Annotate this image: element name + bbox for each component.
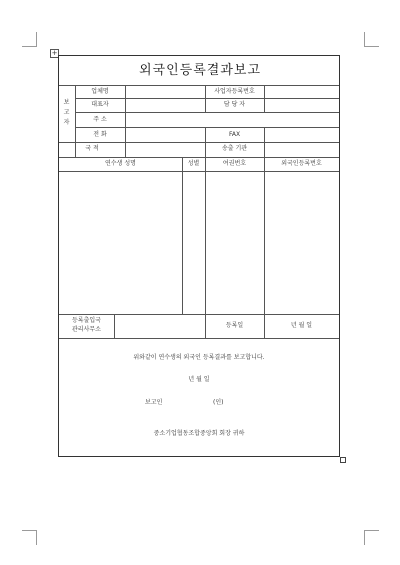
alien-reg-no-header: 외국인등록번호: [281, 160, 322, 167]
rule-row1: [75, 98, 339, 99]
report-statement: 위와같이 연수생의 외국인 등록결과를 보고합니다.: [133, 354, 265, 361]
registration-office-label-1: 등록출입국: [72, 317, 101, 324]
rule-gender-passport: [205, 157, 206, 314]
registration-date-label: 등록일: [225, 322, 244, 329]
gender-header: 성별: [187, 160, 200, 167]
passport-no-header: 여권번호: [222, 160, 247, 167]
rule-passport-alien: [264, 157, 265, 314]
rule-label-col: [125, 85, 126, 157]
crop-mark-bottom-left: [22, 530, 37, 545]
report-form: [58, 55, 340, 457]
rule-right-col-a: [264, 85, 265, 112]
person-in-charge-label: 담 당 자: [223, 101, 246, 108]
rule-row5: [59, 157, 339, 158]
report-date: 년 월 일: [188, 376, 210, 383]
rule-list-bottom: [59, 314, 339, 315]
rule-row4: [59, 142, 339, 143]
registration-date-value: 년 월 일: [290, 322, 313, 329]
registration-office-label-2: 관리사무소: [72, 326, 101, 333]
sending-agency-label: 송출 기관: [221, 145, 248, 152]
nationality-label: 국 적: [85, 145, 99, 152]
phone-label: 전 화: [93, 131, 107, 138]
representative-label: 대표자: [91, 101, 109, 108]
address-label: 주 소: [93, 116, 107, 123]
fax-label: FAX: [228, 131, 241, 138]
recipient-line: 중소기업협동조합중앙회 회장 귀하: [153, 430, 245, 437]
rule-row2: [75, 112, 339, 113]
table-resize-handle[interactable]: [340, 457, 346, 463]
rule-office-col: [114, 314, 115, 338]
rule-name-gender: [182, 157, 183, 314]
form-title: 외국인등록결과보고: [138, 63, 262, 78]
reporter-sign-label: 보고인: [145, 399, 163, 406]
crop-mark-top-left: [22, 32, 37, 47]
trainee-name-header: 연수생 성명: [105, 160, 136, 167]
seal-mark: (인): [213, 399, 224, 406]
reporter-label: 보 고 자: [63, 99, 70, 126]
rule-registration-bottom: [59, 338, 339, 339]
rule-row3: [75, 127, 339, 128]
rule-title-bottom: [59, 85, 339, 86]
company-name-label: 업체명: [91, 88, 109, 95]
table-move-handle-icon[interactable]: +: [51, 49, 58, 57]
biz-reg-no-label: 사업자등록번호: [214, 88, 255, 95]
rule-right-col-b: [264, 127, 265, 157]
crop-mark-bottom-right: [364, 530, 379, 545]
rule-header-bottom: [59, 171, 339, 172]
crop-mark-top-right: [364, 32, 379, 47]
